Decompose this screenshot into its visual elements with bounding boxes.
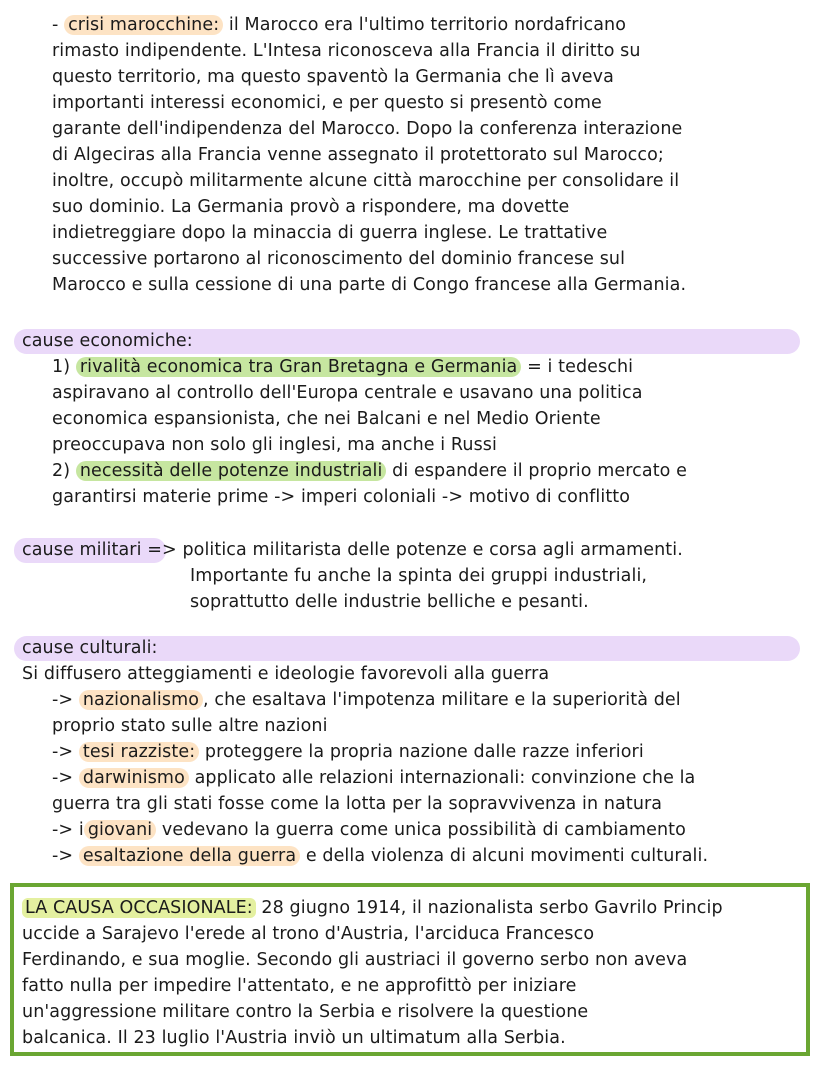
occasionale-line-0: LA CAUSA OCCASIONALE: 28 giugno 1914, il nazionalista serbo Gavrilo Princip xyxy=(22,895,723,921)
occasionale-line-5: balcanica. Il 23 luglio l'Austria inviò un ultimatum alla Serbia. xyxy=(22,1028,566,1048)
militari-arrow: => xyxy=(147,540,177,560)
culturali-nazionalismo: -> nazionalismo , che esaltava l'impotenza militare e la superiorità del xyxy=(52,690,681,710)
militari-label: cause militari xyxy=(22,540,142,560)
culturali-esaltazione: -> esaltazione della guerra e della violenza di alcuni movimenti culturali. xyxy=(52,846,709,866)
marocco-line-2: questo territorio, ma questo spaventò la Germania che lì aveva xyxy=(52,67,614,87)
culturali-nazionalismo-line-2: proprio stato sulle altre nazioni xyxy=(52,716,328,736)
occasionale-line-1: uccide a Sarajevo l'erede al trono d'Austria, l'arciduca Francesco xyxy=(22,924,595,944)
marocco-line-3: importanti interessi economici, e per questo si presentò come xyxy=(52,93,602,113)
economiche-item-1-line-1: aspiravano al controllo dell'Europa centrale e usavano una politica xyxy=(52,383,643,403)
marocco-line-5: di Algeciras alla Francia venne assegnato il protettorato sul Marocco; xyxy=(52,145,664,165)
item-2-rest: di espandere il proprio mercato e xyxy=(392,461,687,481)
item-1-highlight: rivalità economica tra Gran Bretagna e Germania xyxy=(76,357,522,377)
culturali-razziste: -> tesi razziste: proteggere la propria nazione dalle razze inferiori xyxy=(52,742,644,762)
marocco-line-1: rimasto indipendente. L'Intesa riconosceva alla Francia il diritto su xyxy=(52,41,641,61)
economiche-item-1-line-3: preoccupava non solo gli inglesi, ma anche i Russi xyxy=(52,435,497,455)
occasionale-line-2: Ferdinando, e sua moglie. Secondo gli austriaci il governo serbo non aveva xyxy=(22,950,688,970)
occasionale-label: LA CAUSA OCCASIONALE: xyxy=(22,898,256,918)
razziste-highlight: tesi razziste: xyxy=(79,742,199,762)
economiche-item-1 xyxy=(52,354,633,380)
darwinismo-highlight: darwinismo xyxy=(79,768,189,788)
esaltazione-highlight: esaltazione della guerra xyxy=(79,846,300,866)
economiche-item-2 xyxy=(52,458,687,484)
giovani-highlight: giovani xyxy=(84,820,156,840)
marocco-line-8: indietreggiare dopo la minaccia di guerra inglese. Le trattative xyxy=(52,223,608,243)
economiche-item-1-line-2: economica espansionista, che nei Balcani e nel Medio Oriente xyxy=(52,409,601,429)
marocco-line-6: inoltre, occupò militarmente alcune città marocchine per consolidare il xyxy=(52,171,680,191)
item-1-number: 1) xyxy=(52,357,71,377)
nazionalismo-highlight: nazionalismo xyxy=(79,690,203,710)
economiche-heading: cause economiche: xyxy=(22,331,193,351)
occasionale-line-4: un'aggressione militare contro la Serbia e risolvere la questione xyxy=(22,1002,589,1022)
militari-text: politica militarista delle potenze e corsa agli armamenti. xyxy=(182,540,683,560)
item-2-highlight: necessità delle potenze industriali xyxy=(76,461,387,481)
militari-line-2: soprattutto delle industrie belliche e pesanti. xyxy=(190,592,589,612)
marocco-label: crisi marocchine: xyxy=(64,15,223,35)
militari-line-0 xyxy=(22,537,683,563)
culturali-heading: cause culturali: xyxy=(22,638,158,658)
culturali-giovani: -> i giovani vedevano la guerra come unica possibilità di cambiamento xyxy=(52,820,686,840)
marocco-line-7: suo dominio. La Germania provò a rispondere, ma dovette xyxy=(52,197,570,217)
culturali-intro: Si diffusero atteggiamenti e ideologie favorevoli alla guerra xyxy=(22,664,550,684)
item-2-number: 2) xyxy=(52,461,71,481)
marocco-line-0: - crisi marocchine: il Marocco era l'ultimo territorio nordafricano xyxy=(52,15,627,35)
marocco-text: il Marocco era l'ultimo territorio nordafricano xyxy=(228,15,627,35)
occasionale-line-3: fatto nulla per impedire l'attentato, e ne approfittò per iniziare xyxy=(22,976,577,996)
marocco-line-4: garante dell'indipendenza del Marocco. Dopo la conferenza interazione xyxy=(52,119,683,139)
culturali-darwinismo-line-2: guerra tra gli stati fosse come la lotta per la sopravvivenza in natura xyxy=(52,794,663,814)
item-1-rest: = i tedeschi xyxy=(527,357,634,377)
marocco-line-10: Marocco e sulla cessione di una parte di Congo francese alla Germania. xyxy=(52,275,687,295)
economiche-item-2-line-2: garantirsi materie prime -> imperi coloniali -> motivo di conflitto xyxy=(52,487,631,507)
culturali-darwinismo: -> darwinismo applicato alle relazioni internazionali: convinzione che la xyxy=(52,768,696,788)
militari-line-1: Importante fu anche la spinta dei gruppi industriali, xyxy=(190,566,648,586)
arrow: -> xyxy=(52,690,74,710)
marocco-line-9: successive portarono al riconoscimento del dominio francese sul xyxy=(52,249,626,269)
